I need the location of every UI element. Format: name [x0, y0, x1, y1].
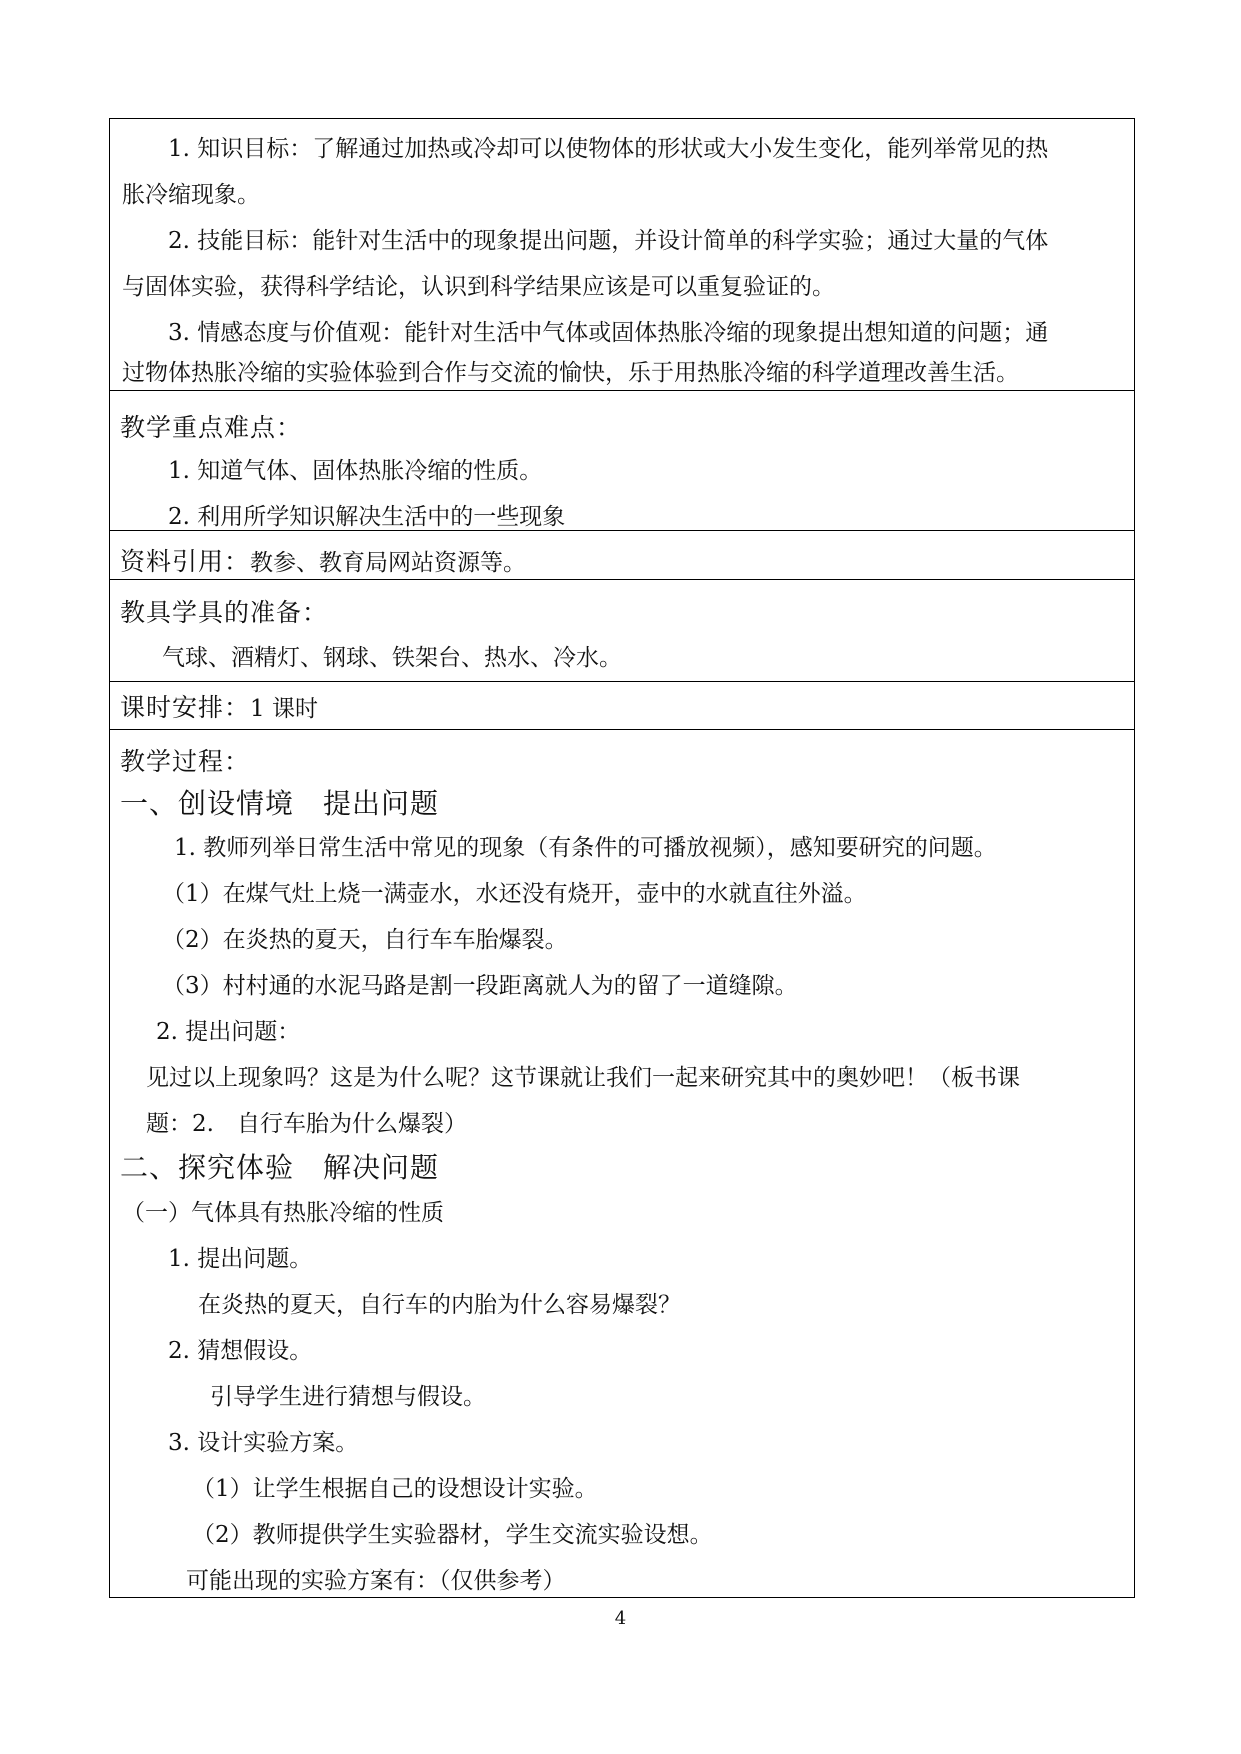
process-line: 题：2. 自行车胎为什么爆裂） [146, 1111, 467, 1137]
objective-skill-line1: 2. 技能目标：能针对生活中的现象提出问题，并设计简单的科学实验；通过大量的气体 [168, 228, 1049, 254]
section-heading: 一、创设情境 提出问题 [120, 787, 440, 820]
process-line: （一）气体具有热胀冷缩的性质 [122, 1200, 444, 1226]
materials-list: 气球、酒精灯、钢球、铁架台、热水、冷水。 [162, 645, 622, 671]
objective-knowledge-line1: 1. 知识目标：了解通过加热或冷却可以使物体的形状或大小发生变化，能列举常见的热 [168, 136, 1049, 162]
schedule-label: 课时安排： [120, 693, 251, 722]
objective-emotion-line1: 3. 情感态度与价值观：能针对生活中气体或固体热胀冷缩的现象提出想知道的问题；通 [168, 320, 1049, 346]
objective-emotion-line2: 过物体热胀冷缩的实验体验到合作与交流的愉快，乐于用热胀冷缩的科学道理改善生活。 [122, 360, 1019, 386]
process-line: 引导学生进行猜想与假设。 [210, 1384, 486, 1410]
row-divider [110, 681, 1134, 682]
process-line: 见过以上现象吗？这是为什么呢？这节课就让我们一起来研究其中的奥妙吧！（板书课 [146, 1065, 1020, 1091]
process-line: （2）在炎热的夏天，自行车车胎爆裂。 [162, 927, 568, 953]
section-heading: 二、探究体验 解决问题 [120, 1151, 440, 1184]
process-line: 1. 教师列举日常生活中常见的现象（有条件的可播放视频），感知要研究的问题。 [174, 835, 997, 861]
lesson-plan-table [109, 118, 1135, 1598]
process-line: （1）在煤气灶上烧一满壶水，水还没有烧开，壶中的水就直往外溢。 [162, 881, 867, 907]
process-line: （1）让学生根据自己的设想设计实验。 [192, 1476, 598, 1502]
objective-knowledge-line2: 胀冷缩现象。 [122, 182, 260, 208]
row-divider [110, 390, 1134, 391]
process-title: 教学过程： [120, 747, 251, 776]
process-line: 在炎热的夏天，自行车的内胎为什么容易爆裂？ [198, 1292, 681, 1318]
resources-row [120, 546, 526, 579]
key-point-item: 1. 知道气体、固体热胀冷缩的性质。 [168, 458, 543, 484]
process-line: （3）村村通的水泥马路是割一段距离就人为的留了一道缝隙。 [162, 973, 798, 999]
process-line: 可能出现的实验方案有：（仅供参考） [186, 1568, 566, 1594]
page-number: 4 [614, 1608, 627, 1629]
resources-label: 资料引用： [120, 547, 251, 576]
row-divider [110, 579, 1134, 580]
process-line: （2）教师提供学生实验器材，学生交流实验设想。 [192, 1522, 713, 1548]
row-divider [110, 729, 1134, 730]
objective-skill-line2: 与固体实验，获得科学结论，认识到科学结果应该是可以重复验证的。 [122, 274, 835, 300]
process-line: 1. 提出问题。 [168, 1246, 313, 1272]
process-line: 3. 设计实验方案。 [168, 1430, 359, 1456]
process-line: 2. 提出问题： [156, 1019, 301, 1045]
key-point-item: 2. 利用所学知识解决生活中的一些现象 [168, 504, 566, 530]
materials-title: 教具学具的准备： [120, 598, 329, 627]
process-line: 2. 猜想假设。 [168, 1338, 313, 1364]
resources-value: 教参、教育局网站资源等。 [250, 550, 527, 576]
key-points-title: 教学重点难点： [120, 413, 303, 442]
schedule-value: 1 课时 [250, 696, 318, 722]
schedule-row [120, 692, 318, 725]
